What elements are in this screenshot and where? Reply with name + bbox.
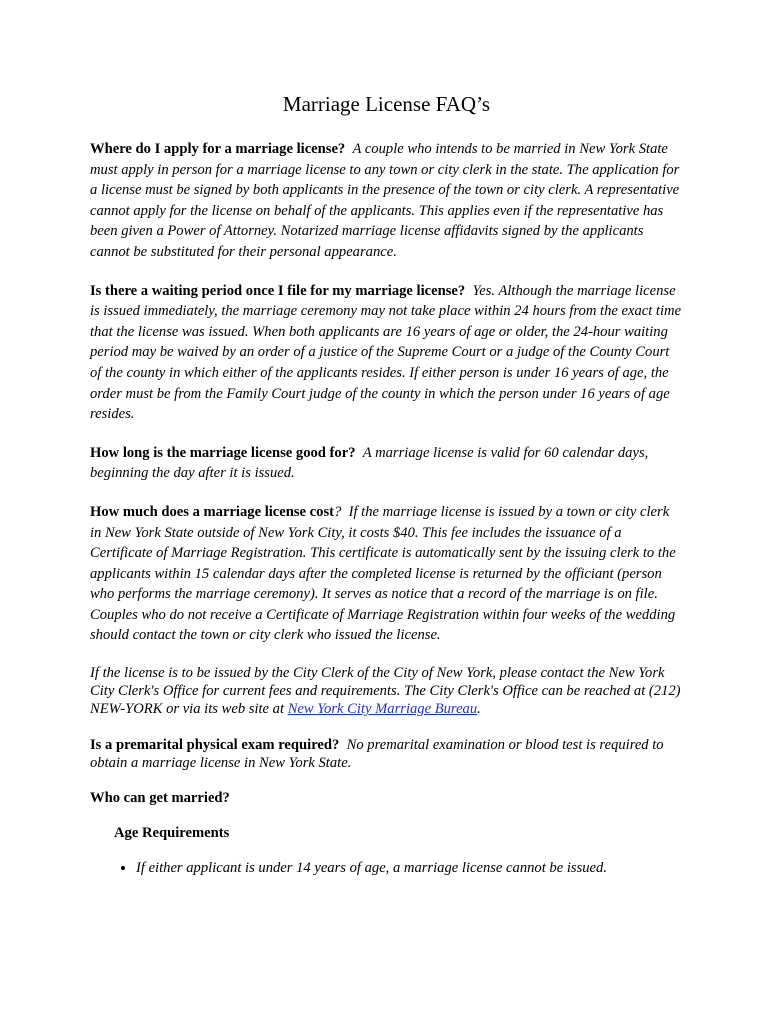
list-item: • If either applicant is under 14 years of age, a marriage license cannot be issued. [136, 858, 683, 878]
faq-validity-answer: A marriage license is valid for 60 calendar days, beginning the day after it is issued. [90, 444, 649, 482]
faq-apply-question: Where do I apply for a marriage license? [90, 141, 346, 157]
faq-physical-exam-question: Is a premarital physical exam required? [90, 737, 340, 754]
nyc-clerk-note [90, 664, 683, 718]
faq-validity-question: How long is the marriage license good for? [90, 444, 356, 461]
page-title: Marriage License FAQ’s [282, 92, 491, 116]
faq-validity [90, 443, 683, 484]
nyc-clerk-note-text: If the license is to be issued by the City Clerk of the City of New York, please contact the New York City Clerk's Office for current fees and requirements. The City Clerk's Office can be reached at (212) NEW-YORK or via its web site at [90, 665, 681, 718]
faq-cost-question-mark: ? [334, 503, 342, 520]
faq-apply [90, 139, 683, 263]
faq-cost-answer: If the marriage license is issued by a town or city clerk in New York State outside of New York City, it costs $40. This fee includes the issuance of a Certificate of Marriage Registration. This certificate is automatically sent by the issuing clerk to the applicants within 15 calendar days after the completed license is returned by the officiant (person who performs the marriage ceremony). It serves as notice that a record of the marriage is on file. Couples who do not receive a Certificate of Marriage Registration within four weeks of the wedding should contact the town or city clerk who issued the license. [90, 503, 676, 644]
nyc-clerk-note-end: . [477, 701, 481, 718]
document-page [90, 92, 683, 878]
faq-waiting-period [90, 281, 683, 425]
faq-apply-answer: A couple who intends to be married in New York State must apply in person for a marriage license to any town or city clerk in the state. The application for a license must be signed by both applicants in the presence of the town or city clerk. A representative cannot apply for the license on behalf of the applicants. This applies even if the representative has been given a Power of Attorney. Notarized marriage license affidavits signed by the applicants cannot be substituted for their personal appearance. [90, 141, 680, 260]
faq-cost [90, 502, 683, 646]
age-requirements-list [90, 858, 683, 878]
who-can-marry-heading: Who can get married? [90, 790, 230, 807]
faq-physical-exam-answer: No premarital examination or blood test is required to obtain a marriage license in New York State. [90, 737, 664, 772]
faq-physical-exam [90, 736, 683, 772]
nyc-marriage-bureau-link[interactable]: New York City Marriage Bureau [287, 701, 478, 718]
faq-waiting-period-answer: Yes. Although the marriage license is issued immediately, the marriage ceremony may not take place within 24 hours from the exact time that the license was issued. When both applicants are 16 years of age or older, the 24-hour waiting period may be waived by an order of a justice of the Supreme Court or a judge of the County Court of the county in which either of the applicants resides. If either person is under 16 years of age, the order must be from the Family Court judge of the county in which the person under 16 years of age resides. [90, 282, 682, 423]
faq-cost-question: How much does a marriage license cost [90, 503, 334, 520]
faq-waiting-period-question: Is there a waiting period once I file for my marriage license? [90, 282, 466, 299]
age-requirements-heading: Age Requirements [114, 825, 230, 842]
